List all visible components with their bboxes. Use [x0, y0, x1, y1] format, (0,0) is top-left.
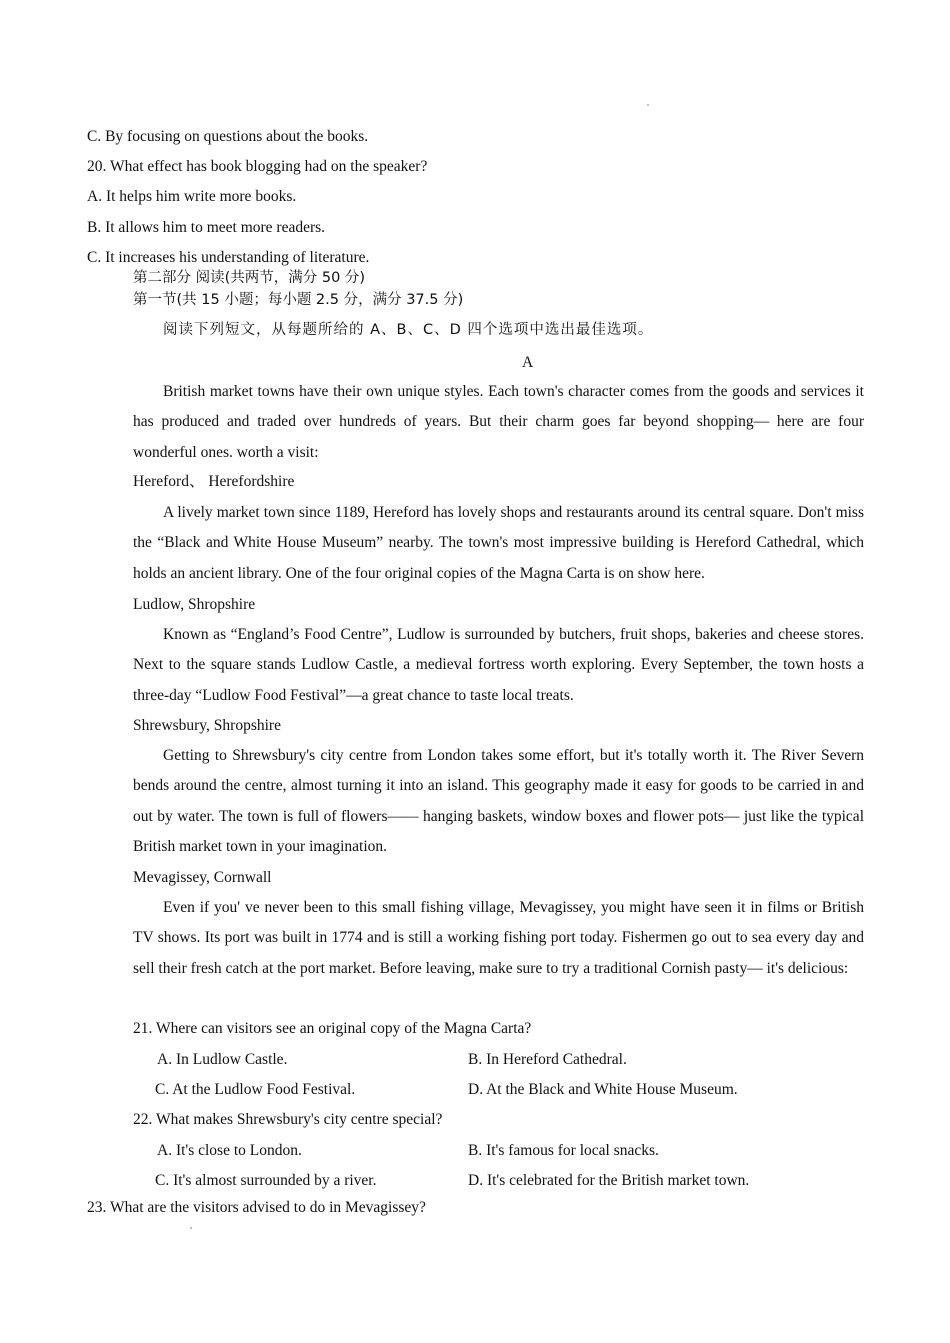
instruction: 阅读下列短文，从每题所给的 A、B、C、D 四个选项中选出最佳选项。 — [163, 322, 654, 338]
town-text-shrewsbury: Getting to Shrewsbury's city centre from London takes some effort, but it's totally worth it. The River Severn bends around the centre, almost turning it into an island. This geography made it easy for goods to be carried in and out by water. The town is full of flowers—— hanging baskets, window boxes and flower pots— just like the typical British market town in your imagination. — [133, 747, 864, 855]
q20-option-a: A. It helps him write more books. — [87, 188, 297, 205]
section-heading: 第一节(共 15 小题；每小题 2.5 分，满分 37.5 分) — [133, 292, 464, 308]
passage-label: A — [522, 354, 534, 371]
passage-intro: British market towns have their own unique styles. Each town's character comes from the goods and services it has produced and traded over hundreds of years. But their charm goes far beyond shopping— here are four wonderful ones. worth a visit: — [133, 383, 864, 461]
town-heading-hereford: Hereford、 Herefordshire — [133, 473, 295, 490]
q20-option-c: C. It increases his understanding of literature. — [87, 249, 370, 266]
town-text-ludlow: Known as “England’s Food Centre”, Ludlow is surrounded by butchers, fruit shops, bakeries and cheese stores. Next to the square stands Ludlow Castle, a medieval fortress worth exploring. Every September, the town hosts a three-day “Ludlow Food Festival”—a great chance to taste local treats. — [133, 626, 864, 704]
part-heading: 第二部分 阅读(共两节，满分 50 分) — [133, 270, 366, 286]
q21-stem: 21. Where can visitors see an original copy of the Magna Carta? — [133, 1020, 532, 1037]
town-heading-shrewsbury: Shrewsbury, Shropshire — [133, 717, 281, 734]
q19-option-c: C. By focusing on questions about the books. — [87, 128, 369, 145]
q21-option-a: A. In Ludlow Castle. — [157, 1051, 288, 1068]
town-text-hereford: A lively market town since 1189, Hereford has lovely shops and restaurants around its central square. Don't miss the “Black and White House Museum” nearby. The town's most impressive building is Hereford Cathedral, which holds an ancient library. One of the four original copies of the Magna Carta is on show here. — [133, 504, 864, 582]
scan-dot — [647, 104, 649, 106]
q22-option-b: B. It's famous for local snacks. — [468, 1142, 659, 1159]
q23-stem: 23. What are the visitors advised to do in Mevagissey? — [87, 1199, 426, 1216]
q21-option-b: B. In Hereford Cathedral. — [468, 1051, 627, 1068]
town-heading-mevagissey: Mevagissey, Cornwall — [133, 869, 272, 886]
q22-option-c: C. It's almost surrounded by a river. — [155, 1172, 377, 1189]
q22-stem: 22. What makes Shrewsbury's city centre special? — [133, 1111, 443, 1128]
q20-option-b: B. It allows him to meet more readers. — [87, 219, 326, 236]
town-text-mevagissey: Even if you' ve never been to this small fishing village, Mevagissey, you might have seen it in films or British TV shows. Its port was built in 1774 and is still a working fishing port today. Fishermen go out to sea every day and sell their fresh catch at the port market. Before leaving, make sure to try a traditional Cornish pasty— it's delicious: — [133, 899, 864, 977]
q22-option-d: D. It's celebrated for the British market town. — [468, 1172, 750, 1189]
q21-option-c: C. At the Ludlow Food Festival. — [155, 1081, 356, 1098]
scan-dot — [190, 1227, 192, 1229]
q21-option-d: D. At the Black and White House Museum. — [468, 1081, 738, 1098]
q22-option-a: A. It's close to London. — [157, 1142, 302, 1159]
q20-stem: 20. What effect has book blogging had on the speaker? — [87, 158, 428, 175]
town-heading-ludlow: Ludlow, Shropshire — [133, 596, 256, 613]
